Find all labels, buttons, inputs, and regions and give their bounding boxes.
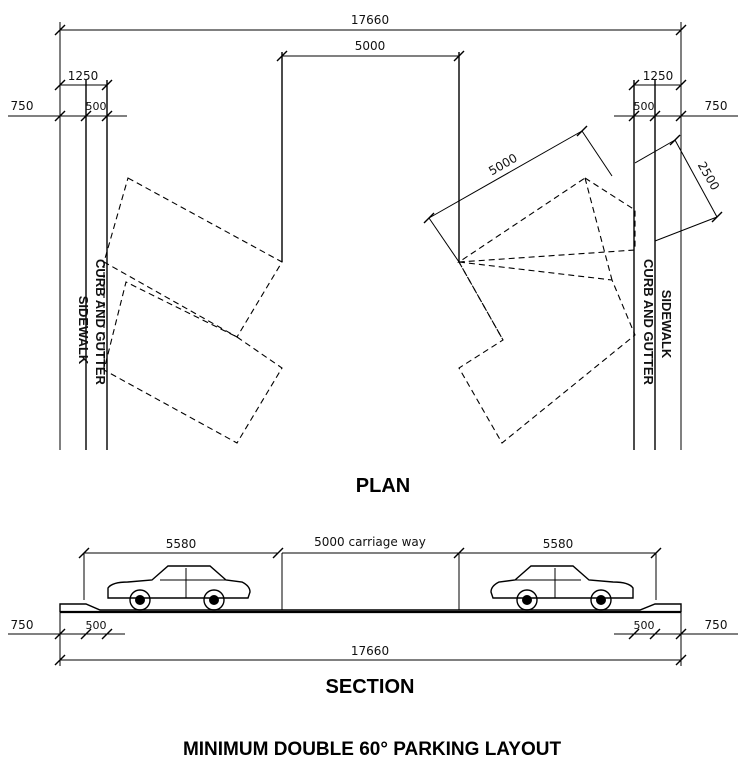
plan-left-dimensions bbox=[8, 69, 127, 121]
left-parking-stalls bbox=[104, 178, 282, 443]
section-bottom-dimensions bbox=[8, 612, 738, 666]
section-overall-label: 17660 bbox=[350, 644, 390, 658]
plan-right-750-label: 750 bbox=[704, 99, 728, 113]
section-left-500-label: 500 bbox=[85, 619, 107, 632]
right-car-icon bbox=[491, 566, 633, 610]
left-sidewalk-label: SIDEWALK bbox=[76, 295, 91, 365]
plan-left-500-label: 500 bbox=[85, 100, 107, 113]
plan-carriageway-lines bbox=[282, 52, 459, 262]
section-right-stall-label: 5580 bbox=[542, 537, 574, 551]
plan-left-1250-label: 1250 bbox=[67, 69, 99, 83]
section-top-dimensions bbox=[79, 535, 661, 610]
plan-right-1250-label: 1250 bbox=[642, 69, 674, 83]
section-right-500-label: 500 bbox=[633, 619, 655, 632]
plan-overall-dimension bbox=[55, 13, 686, 450]
plan-carriageway-dim-label: 5000 bbox=[354, 39, 386, 53]
section-ground bbox=[60, 604, 681, 612]
drawing-title: MINIMUM DOUBLE 60° PARKING LAYOUT bbox=[182, 739, 562, 760]
section-carriageway-label: 5000 carriage way bbox=[314, 535, 426, 549]
plan-carriageway-dimension bbox=[277, 39, 464, 61]
section-left-750-label: 750 bbox=[10, 618, 34, 632]
section-heading: SECTION bbox=[325, 676, 415, 698]
right-curb-gutter-label: CURB AND GUTTER bbox=[641, 259, 656, 385]
plan-right-dimensions bbox=[614, 69, 738, 121]
plan-right-500-label: 500 bbox=[633, 100, 655, 113]
left-curb-gutter-label: CURB AND GUTTER bbox=[93, 259, 108, 385]
plan-overall-dim-label: 17660 bbox=[350, 13, 390, 27]
plan-left-750-label: 750 bbox=[10, 99, 34, 113]
right-parking-stalls bbox=[459, 178, 635, 443]
stall-length-label: 5000 bbox=[486, 150, 520, 179]
right-sidewalk-label: SIDEWALK bbox=[659, 289, 674, 359]
section-left-stall-label: 5580 bbox=[165, 537, 197, 551]
stall-width-label: 2500 bbox=[694, 159, 723, 193]
plan-heading: PLAN bbox=[355, 475, 411, 497]
right-stall-dimensions bbox=[424, 126, 722, 262]
left-car-icon bbox=[108, 566, 250, 610]
section-right-750-label: 750 bbox=[704, 618, 728, 632]
